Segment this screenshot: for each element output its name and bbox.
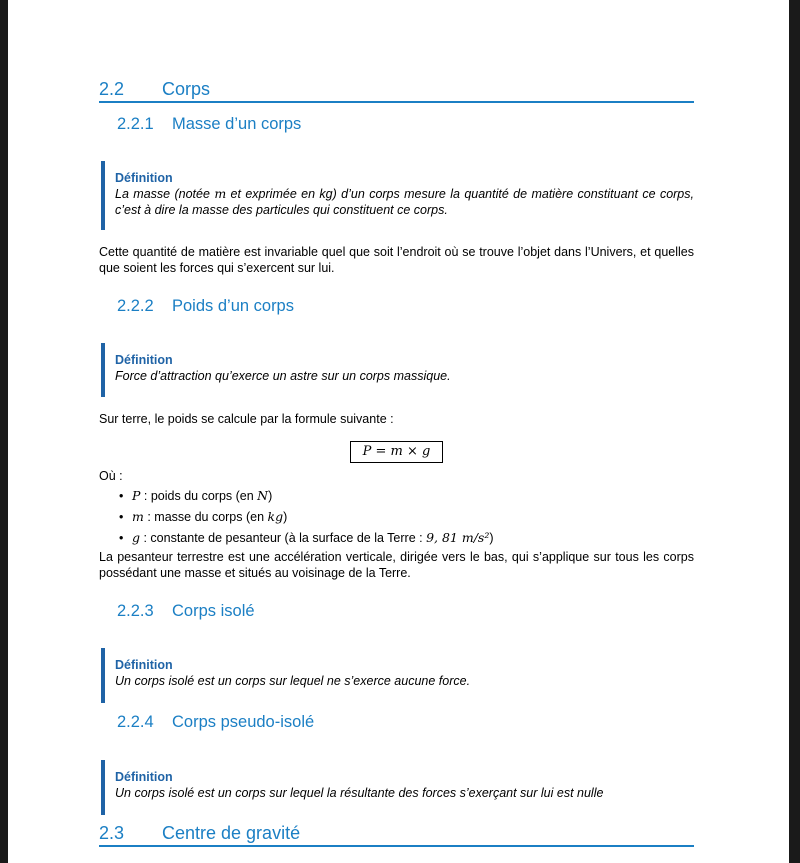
list-item	[119, 529, 694, 550]
definition-label: Définition	[115, 658, 173, 672]
formula-box: P = m × g	[350, 441, 443, 463]
subsection-title-text: Corps isolé	[172, 602, 255, 620]
list-item-end: )	[489, 531, 494, 545]
section-heading-2-3	[99, 822, 694, 847]
definition-box-isole	[101, 648, 694, 703]
definition-box-poids	[101, 343, 694, 397]
paragraph-ou: Où :	[99, 469, 123, 483]
subsection-heading-2-2-3	[117, 601, 255, 621]
list-item-end: )	[283, 510, 288, 524]
section-number: 2.3	[99, 823, 125, 843]
bullet-icon: •	[119, 489, 124, 503]
definition-label: Définition	[115, 353, 173, 367]
paragraph-poids-intro: Sur terre, le poids se calcule par la formule suivante :	[99, 412, 394, 426]
subsection-number: 2.2.4	[117, 713, 154, 731]
math-variable: m	[214, 186, 227, 201]
list-item	[119, 508, 694, 529]
section-number: 2.2	[99, 79, 125, 99]
subsection-heading-2-2-4	[117, 712, 314, 732]
subsection-heading-2-2-1	[117, 114, 301, 134]
bullet-icon: •	[119, 531, 124, 545]
variables-list	[119, 487, 694, 550]
definition-text-part: La masse (notée	[115, 187, 215, 201]
definition-label: Définition	[115, 770, 173, 784]
paragraph-pesanteur: La pesanteur terrestre est une accélération verticale, dirigée vers le bas, qui s’applique sur tous les corps possédant une masse et situés au voisinage de la Terre.	[99, 550, 694, 580]
definition-text-part: et exprimée en kg) d’un corps mesure la quantité de matière constituant ce corps, c’est à dire la masse des particules qui constituent ce corps.	[115, 187, 694, 217]
subsection-title-text: Corps pseudo-isolé	[172, 713, 315, 731]
list-item-text: : masse du corps (en	[143, 510, 268, 524]
subsection-title-text: Masse d’un corps	[172, 115, 302, 133]
definition-label: Définition	[115, 171, 173, 185]
definition-text-pseudo-isole: Un corps isolé est un corps sur lequel la résultante des forces s’exerçant sur lui est nulle	[115, 786, 604, 800]
section-heading-2-2	[99, 78, 694, 103]
math-unit: 9, 81 m/s²	[426, 530, 490, 545]
section-title-text: Corps	[162, 79, 211, 99]
subsection-title-text: Poids d’un corps	[172, 297, 294, 315]
bullet-icon: •	[119, 510, 124, 524]
document-page	[8, 0, 789, 863]
list-item-end: )	[268, 489, 273, 503]
math-unit: kg	[267, 509, 284, 524]
paragraph-masse-note: Cette quantité de matière est invariable quel que soit l’endroit où se trouve l’objet dans l’Univers, et quelles que soient les forces qui s’exercent sur lui.	[99, 245, 694, 275]
definition-text-masse	[115, 186, 694, 218]
definition-box-pseudo-isole	[101, 760, 694, 815]
definition-box-masse	[101, 161, 694, 230]
list-item-text: : poids du corps (en	[140, 489, 258, 503]
list-item	[119, 487, 694, 508]
subsection-number: 2.2.2	[117, 297, 154, 315]
math-variable: P	[132, 488, 141, 503]
subsection-number: 2.2.1	[117, 115, 154, 133]
definition-text-isole: Un corps isolé est un corps sur lequel ne s’exerce aucune force.	[115, 674, 471, 688]
math-variable: g	[132, 530, 141, 545]
subsection-heading-2-2-2	[117, 296, 294, 316]
math-unit: N	[257, 488, 269, 503]
subsection-number: 2.2.3	[117, 602, 154, 620]
math-variable: m	[132, 509, 144, 524]
section-title-text: Centre de gravité	[162, 823, 301, 843]
definition-text-poids: Force d’attraction qu’exerce un astre sur un corps massique.	[115, 369, 451, 383]
list-item-text: : constante de pesanteur (à la surface de la Terre :	[140, 531, 427, 545]
